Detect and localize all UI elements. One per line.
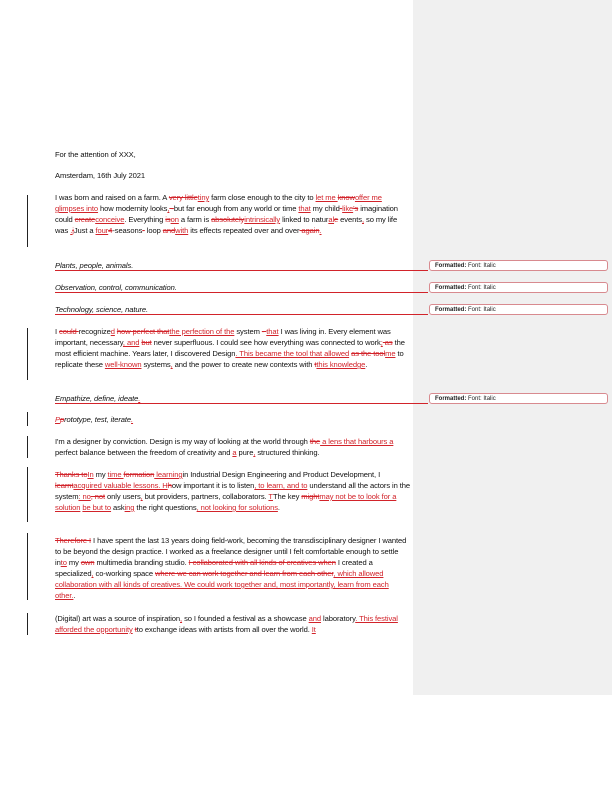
deleted-text: Thanks to [55,470,88,479]
deleted-text: how perfect that [116,327,170,336]
change-bar [27,328,28,380]
deleted-text: 's [353,204,359,213]
text-run: laboratory [320,614,356,623]
paragraph-design [55,326,411,370]
paragraph-career [55,535,411,601]
comment-label: Formatted: [435,263,467,269]
format-marker-line [55,403,428,404]
text-run: and the power to create new contexts with [172,360,315,369]
deleted-text: - [142,226,145,235]
text-run: Empathize, define, ideate [55,394,139,403]
text-run: I was living in. Every element was important, necessary [55,327,391,347]
text-run: system [234,327,262,336]
inserted-text: offer me glimpses into [55,193,382,213]
text-run: co-working space [93,569,155,578]
markup-pane [413,0,612,695]
text-run: Plants, people, animals. [55,261,134,270]
deleted-text: Therefore I [55,536,92,545]
text-run: my [93,470,108,479]
change-bar [27,195,28,247]
deleted-text: as the tool [351,349,386,358]
inserted-text: . [131,415,134,424]
text-run: (Digital) art was a source of inspiration [55,614,181,623]
change-bar [27,533,28,600]
text-run: I created a specialized [55,558,373,578]
text-run: Amsterdam, 16th July 2021 [55,171,145,180]
text-run: I have spent the last 13 years doing field-work, becoming the transdisciplinary designer I wanted to be beyond the design practice. I worked as a freelance designer until I felt comfortable enough to settle in [55,536,407,567]
deleted-text: create [74,215,96,224]
text-run: perfect balance between the freedom of creativity and [55,448,233,457]
comment-text: Font: Italic [468,285,496,291]
deleted-text: t [134,625,137,634]
deleted-text: but [141,338,152,347]
comment-text: Font: Italic [468,396,496,402]
deleted-text: and [162,226,176,235]
comment-balloon[interactable] [429,282,608,293]
deleted-text: j [72,226,74,235]
text-run: For the attention of XXX, [55,150,136,159]
inserted-text: the perfection of the [169,327,235,336]
deleted-text: I collaborated with all kinds of creatives when [188,558,336,567]
text-run: Just a [73,226,96,235]
paragraph-farm [55,192,411,236]
text-run: systems [141,360,171,369]
text-run: multimedia branding studio. [94,558,189,567]
inserted-text: It [311,625,316,634]
text-run: my [66,558,81,567]
text-run: Observation, control, communication. [55,283,177,292]
inserted-text: . [319,226,322,235]
inserted-text: that [266,327,279,336]
text-run: I was born and raised on a farm. A [55,193,169,202]
text-run: The key [272,492,302,501]
text-run: -seasons [112,226,143,235]
comment-balloon[interactable] [429,393,608,404]
deleted-text: own [80,558,95,567]
text-run: rototype, test, iterate [64,415,132,424]
text-run: I'm a designer by conviction. Design is my way of looking at the world through [55,437,310,446]
inserted-text: , which allowed collaboration with all kinds of creatives. We could work together and, most importantly, learn from each other. [55,569,389,600]
change-bar [27,613,28,635]
deleted-text: know [337,193,355,202]
inserted-text: , [253,448,256,457]
inserted-text: P [55,415,60,424]
comment-label: Formatted: [435,285,467,291]
text-run: ask [111,503,125,512]
inserted-text: a lens that harbours a [320,437,394,446]
text-run: the most efficient machine. Years later, I discovered Design [55,338,405,358]
text-run: linked to natur [280,215,329,224]
inserted-text: be but to [82,503,112,512]
text-run: ow important it is to listen [171,481,255,490]
inserted-text: , [140,492,143,501]
inserted-text: that [298,204,311,213]
text-run: pure [236,448,254,457]
deleted-text: - [169,204,174,213]
inserted-text: , [170,360,173,369]
inserted-text: T [268,492,273,501]
deleted-text: is [165,215,171,224]
comment-balloon[interactable] [429,260,608,271]
inserted-text: conceive [95,215,125,224]
text-run: the right questions [134,503,197,512]
text-run: only users [105,492,141,501]
inserted-text: , [91,569,94,578]
deleted-text: could [59,327,79,336]
text-run: in Industrial Design Engineering and Product Development, I [182,470,381,479]
inserted-text: : no [78,492,91,501]
inserted-text: with [175,226,189,235]
inserted-text: four [95,226,109,235]
text-run: I [55,327,60,336]
deleted-text: where we can work together and learn from each other [155,569,334,578]
text-run: imagination could [55,204,398,224]
deleted-text: very little [168,193,198,202]
inserted-text: on [170,215,179,224]
deleted-text: might [301,492,320,501]
deleted-text: as [382,338,393,347]
inserted-text: to [60,558,67,567]
comment-text: Font: Italic [468,263,496,269]
inserted-text: acquired valuable lessons. H [73,481,168,490]
text-run: loop [144,226,163,235]
format-marker-line [55,270,428,271]
comment-balloon[interactable] [429,304,608,315]
inserted-text: ing [124,503,135,512]
text-run: its effects repeated over and over [188,226,300,235]
text-run: . [365,360,368,369]
deleted-text: , not [90,492,106,501]
inserted-text: time [107,470,124,479]
place-date [55,170,411,181]
text-run: to replicate these [55,349,404,369]
inserted-text: . [138,394,141,403]
text-run: understand all the actors in the system [55,481,411,501]
text-run: so my life was [55,215,398,235]
deleted-text: again [299,226,320,235]
deleted-text: formation [123,470,155,479]
text-run: how modernity looks [98,204,168,213]
comment-text: Font: Italic [468,307,496,313]
inserted-text: may not be to look for a solution [55,492,397,512]
deleted-text: the [309,437,321,446]
inserted-text: this knowledge [316,360,366,369]
paragraph-festival [55,613,411,635]
inserted-text: like [342,204,354,213]
comment-label: Formatted: [435,396,467,402]
deleted-text: t [314,360,317,369]
text-run: . [73,591,76,600]
text-run: . [277,503,280,512]
text-run: a farm is [178,215,212,224]
text-run: but providers, partners, collaborators. [142,492,269,501]
inserted-text: . [70,226,73,235]
change-bar [27,467,28,522]
comment-label: Formatted: [435,307,467,313]
inserted-text: , to learn, and to [254,481,308,490]
inserted-text: , [180,614,183,623]
inserted-text: ; [380,338,383,347]
text-run: my child [310,204,340,213]
text-run: events [338,215,362,224]
inserted-text: In [87,470,94,479]
paragraph-education [55,469,411,513]
inserted-text: me [385,349,396,358]
inserted-text: d [110,327,115,336]
deleted-text: - [261,327,267,336]
deleted-text: - [339,204,343,213]
change-bar [27,412,28,426]
inserted-text: , [167,204,170,213]
text-run: recognize [78,327,111,336]
inserted-text: well-known [104,360,142,369]
deleted-text: e [334,215,339,224]
text-run: . Everything [124,215,166,224]
inserted-text: learning [154,470,183,479]
paragraph-conviction [55,436,411,458]
text-run: farm close enough to the city to [209,193,316,202]
text-run: Technology, science, nature. [55,305,149,314]
text-run: but far enough from any world or time [173,204,299,213]
deleted-text: learnt [55,481,74,490]
inserted-text: a [232,448,237,457]
deleted-text: h [167,481,172,490]
inserted-text: tiny [197,193,210,202]
inserted-text: . This festival afforded the opportunity [55,614,398,634]
line-prototype [55,414,411,425]
deleted-text: 4 [108,226,113,235]
text-run: structured thinking. [255,448,320,457]
change-bar [27,436,28,458]
format-marker-line [55,314,428,315]
deleted-text: p [59,415,65,424]
inserted-text: , [361,215,364,224]
salutation [55,149,411,160]
inserted-text: and [308,614,321,623]
inserted-text: . This became the tool that allowed [235,349,350,358]
inserted-text: intrinsically [244,215,281,224]
inserted-text: , not looking for solutions [196,503,278,512]
text-run: to exchange ideas with artists from all over the world. [136,625,312,634]
text-run: never superfluous. I could see how everything was connected to work [151,338,381,347]
text-run: so I founded a festival as a showcase [182,614,309,623]
format-marker-line [55,292,428,293]
inserted-text: let me [315,193,338,202]
deleted-text: absolutely [211,215,245,224]
inserted-text: , and [122,338,140,347]
inserted-text: al [328,215,335,224]
